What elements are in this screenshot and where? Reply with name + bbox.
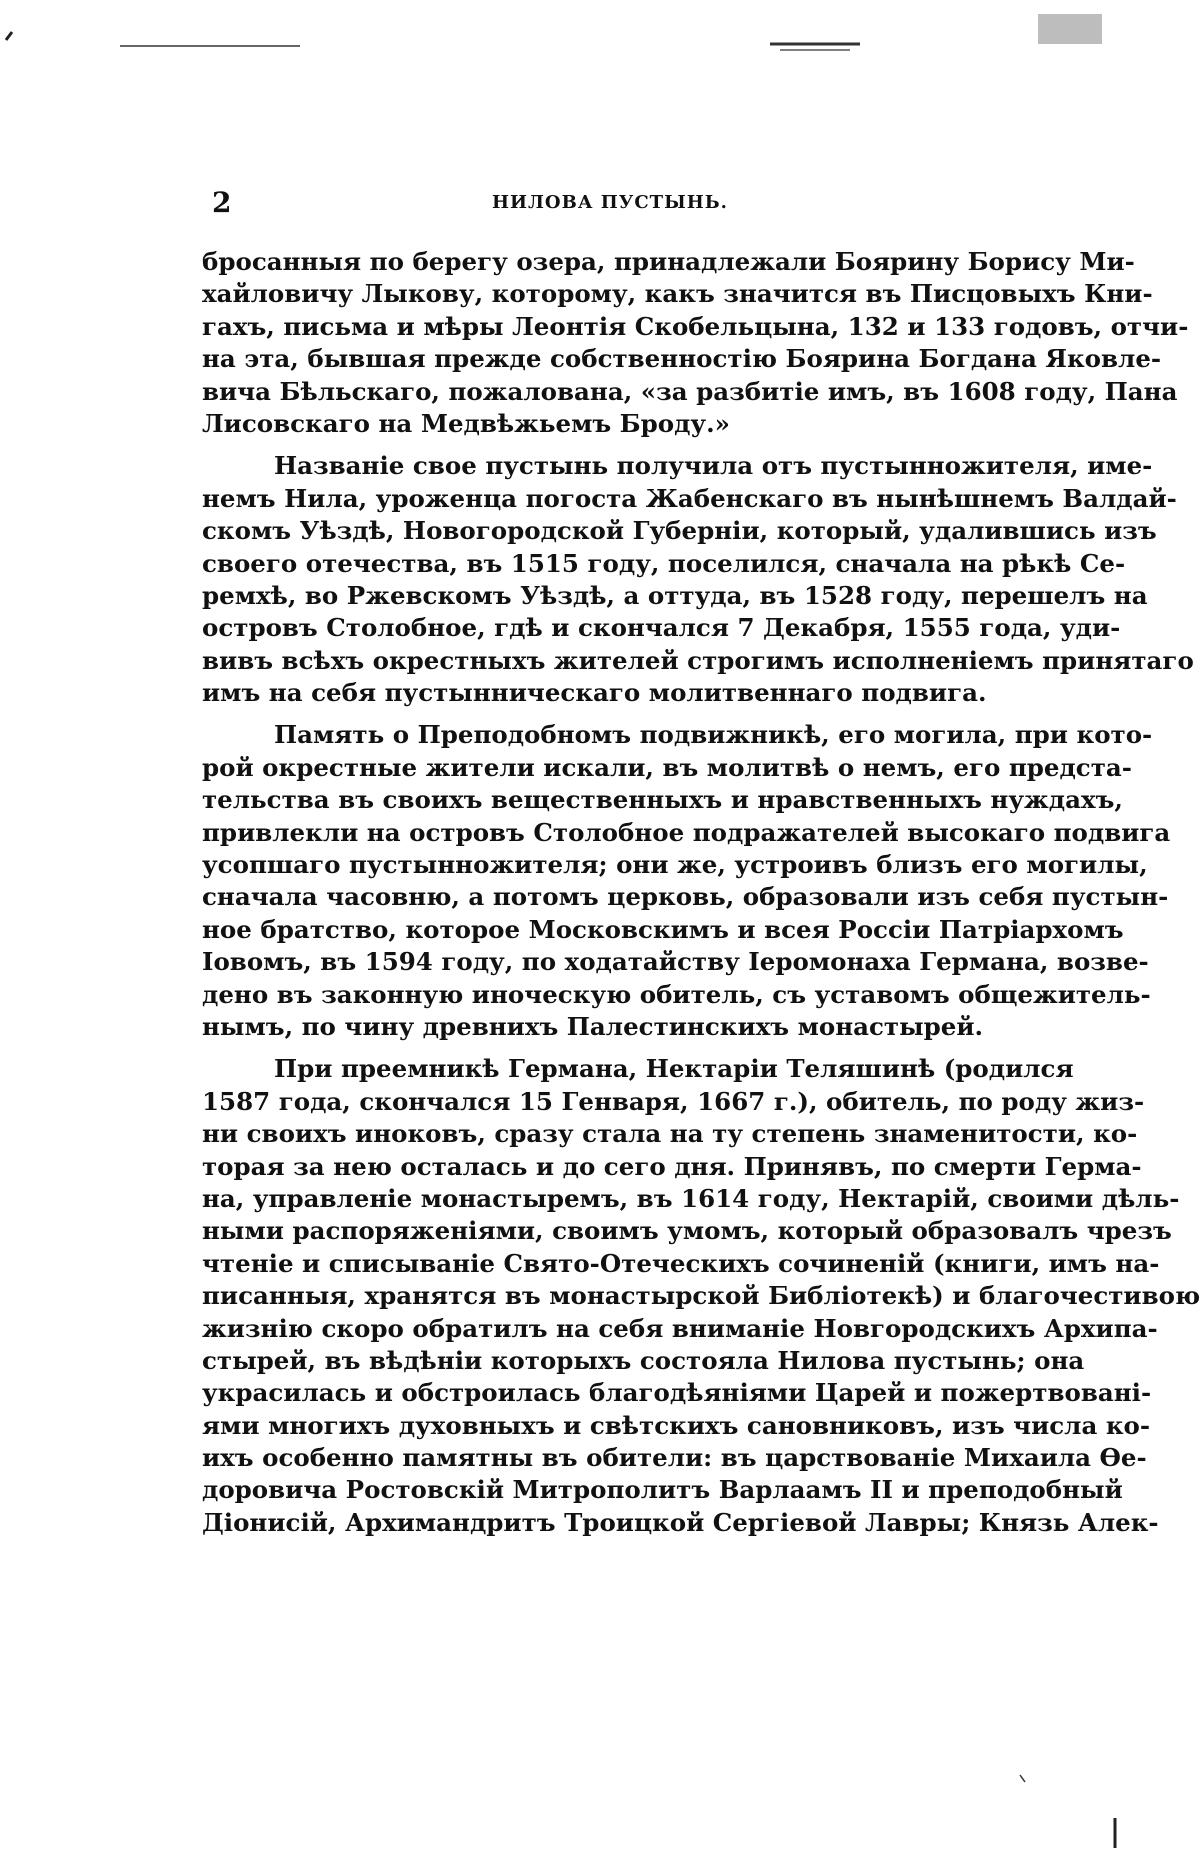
paragraph — [202, 719, 1171, 1043]
scan-artifacts — [0, 0, 1140, 70]
text-line: скомъ Уѣздѣ, Новогородской Губерніи, который, удалившись изъ — [202, 516, 1157, 546]
text-line: ремхѣ, во Ржевскомъ Уѣздѣ, а оттуда, въ 1528 году, перешелъ на — [202, 580, 1148, 610]
text-body — [202, 246, 1200, 1539]
text-line: Память о Преподобномъ подвижникѣ, его могила, при кото- — [274, 720, 1153, 750]
text-line: хайловичу Лыкову, которому, какъ значится въ Писцовыхъ Кни- — [202, 279, 1153, 309]
text-line: усопшаго пустынножителя; они же, устроивъ близъ его могилы, — [202, 850, 1148, 880]
text-line: островъ Столобное, гдѣ и скончался 7 Декабря, 1555 года, уди- — [202, 613, 1121, 643]
text-line: нымъ, по чину древнихъ Палестинскихъ монастырей. — [202, 1011, 984, 1041]
paragraph-gap — [202, 440, 1040, 450]
text-line: Іовомъ, въ 1594 году, по ходатайству Іеромонаха Германа, возве- — [202, 947, 1149, 977]
text-line: Діонисій, Архимандритъ Троицкой Сергіевой Лавры; Князь Алек- — [202, 1507, 1159, 1537]
margin-tick-top — [1020, 1775, 1025, 1782]
text-line: доровича Ростовскій Митрополитъ Варлаамъ II и преподобный — [202, 1475, 1123, 1505]
running-head — [212, 185, 1042, 221]
text-line: бросанныя по берегу озера, принадлежали Боярину Борису Ми- — [202, 247, 1135, 276]
paragraph — [202, 450, 1194, 709]
text-line: рой окрестные жители искали, въ молитвѣ о немъ, его предста- — [202, 752, 1132, 782]
text-line: ями многихъ духовныхъ и свѣтскихъ сановниковъ, изъ числа ко- — [202, 1410, 1151, 1440]
paragraph-gap — [202, 709, 1040, 719]
text-line: имъ на себя пустынническаго молитвеннаго подвига. — [202, 678, 987, 708]
text-line: писанныя, хранятся въ монастырской Библіотекѣ) и благочестивою — [202, 1281, 1200, 1311]
text-line: немъ Нила, уроженца погоста Жабенскаго въ нынѣшнемъ Валдай- — [202, 483, 1177, 513]
text-line: гахъ, письма и мѣры Леонтія Скобельцына, 132 и 133 годовъ, отчи- — [202, 311, 1189, 341]
text-line: вивъ всѣхъ окрестныхъ жителей строгимъ исполненіемъ принятаго — [202, 645, 1194, 675]
text-line: на эта, бывшая прежде собственностію Боярина Богдана Яковле- — [202, 344, 1162, 374]
text-line: сначала часовню, а потомъ церковь, образовали изъ себя пустын- — [202, 882, 1169, 912]
text-line: ихъ особенно памятны въ обители: въ царствованіе Михаила Ѳе- — [202, 1443, 1147, 1473]
text-line: чтеніе и списываніе Свято-Отеческихъ сочиненій (книги, имъ на- — [202, 1248, 1160, 1278]
text-line: дено въ законную иноческую обитель, съ уставомъ общежитель- — [202, 979, 1151, 1009]
text-line: Названіе свое пустынь получила отъ пустынножителя, име- — [274, 451, 1153, 481]
text-line: тельства въ своихъ вещественныхъ и нравственныхъ нуждахъ, — [202, 785, 1123, 815]
text-line: 1587 года, скончался 15 Генваря, 1667 г.), обитель, по роду жиз- — [202, 1086, 1145, 1116]
text-line: на, управленіе монастыремъ, въ 1614 году, Нектарій, своими дѣль- — [202, 1183, 1180, 1213]
text-line: торая за нею осталась и до сего дня. Принявъ, по смерти Герма- — [202, 1151, 1142, 1181]
page-number: 2 — [212, 186, 232, 219]
text-line: своего отечества, въ 1515 году, поселился, сначала на рѣкѣ Се- — [202, 548, 1126, 578]
paragraph — [202, 1053, 1200, 1539]
text-line: вича Бѣльскаго, пожалована, «за разбитіе имъ, въ 1608 году, Пана — [202, 376, 1178, 406]
text-line: ными распоряженіями, своимъ умомъ, который образовалъ чрезъ — [202, 1216, 1172, 1246]
scan-mark-left — [6, 32, 12, 40]
running-title: НИЛОВА ПУСТЫНЬ. — [492, 192, 728, 213]
text-line: украсилась и обстроилась благодѣяніями Царей и пожертвовані- — [202, 1378, 1152, 1408]
text-line: ни своихъ иноковъ, сразу стала на ту степень знаменитости, ко- — [202, 1119, 1138, 1149]
text-line: При преемникѣ Германа, Нектаріи Теляшинѣ (родился — [274, 1054, 1074, 1084]
text-line: Лисовскаго на Медвѣжьемъ Броду.» — [202, 408, 730, 438]
text-line: жизнію скоро обратилъ на себя вниманіе Новгородскихъ Архипа- — [202, 1313, 1158, 1343]
text-line: ное братство, которое Московскимъ и всея Россіи Патріархомъ — [202, 914, 1124, 944]
text-line: стырей, въ вѣдѣніи которыхъ состояла Нилова пустынь; она — [202, 1345, 1085, 1375]
paragraph — [202, 246, 1189, 440]
paragraph-gap — [202, 1043, 1040, 1053]
library-stamp-icon — [1038, 14, 1102, 44]
text-line: привлекли на островъ Столобное подражателей высокаго подвига — [202, 817, 1171, 847]
